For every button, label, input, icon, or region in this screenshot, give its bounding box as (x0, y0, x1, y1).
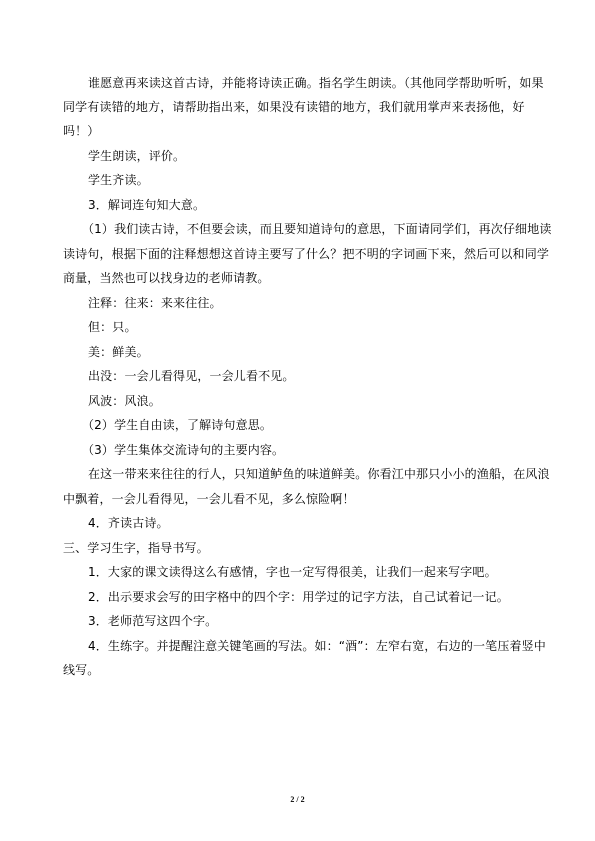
paragraph-line: 学生朗读，评价。 (88, 149, 186, 163)
paragraph-line: 出没：一会儿看得见，一会儿看不见。 (88, 369, 295, 383)
paragraph-line: 中飘着，一会儿看得见，一会儿看不见，多么惊险啊！ (63, 492, 355, 506)
paragraph-line: 读诗句，根据下面的注释想想这首诗主要写了什么？把不明的字词画下来，然后可以和同学 (63, 247, 550, 261)
paragraph-line: 在这一带来来往往的行人，只知道鲈鱼的味道鲜美。你看江中那只小小的渔船，在风浪 (88, 467, 550, 481)
paragraph-line: 同学有读错的地方，请帮助指出来，如果没有读错的地方，我们就用掌声来表扬他，好 (63, 100, 525, 114)
paragraph-line: 4．生练字。并提醒注意关键笔画的写法。如：“酒”：左窄右宽，右边的一笔压着竖中 (88, 639, 546, 653)
paragraph-line: 商量，当然也可以找身边的老师请教。 (63, 271, 270, 285)
paragraph-line: 4．齐读古诗。 (88, 516, 169, 530)
paragraph-line: 谁愿意再来读这首古诗，并能将诗读正确。指名学生朗读。（其他同学帮助听听，如果 (88, 76, 544, 90)
paragraph-line: 线写。 (63, 663, 100, 677)
paragraph-line: 学生齐读。 (88, 173, 149, 187)
paragraph-line: 但：只。 (88, 320, 137, 334)
paragraph-line: 风波：风浪。 (88, 394, 161, 408)
paragraph-line: 美：鲜美。 (88, 345, 149, 359)
section-heading: 三、学习生字，指导书写。 (63, 541, 209, 555)
paragraph-line: （3）学生集体交流诗句的主要内容。 (82, 443, 285, 457)
paragraph-line: （2）学生自由读，了解诗句意思。 (82, 418, 273, 432)
paragraph-line: 3．解词连句知大意。 (88, 198, 206, 212)
paragraph-line: 1．大家的课文读得这么有感情，字也一定写得很美，让我们一起来写字吧。 (88, 565, 497, 579)
paragraph-line: （1）我们读古诗，不但要会读，而且要知道诗句的意思，下面请同学们，再次仔细地读 (82, 222, 552, 236)
paragraph-line: 2．出示要求会写的田字格中的四个字：用学过的记字方法，自己试着记一记。 (88, 590, 509, 604)
paragraph-line: 吗！） (63, 124, 100, 138)
page-number: 2 / 2 (290, 795, 305, 804)
paragraph-line: 注释：往来：来来往往。 (88, 296, 222, 310)
paragraph-line: 3．老师范写这四个字。 (88, 614, 218, 628)
